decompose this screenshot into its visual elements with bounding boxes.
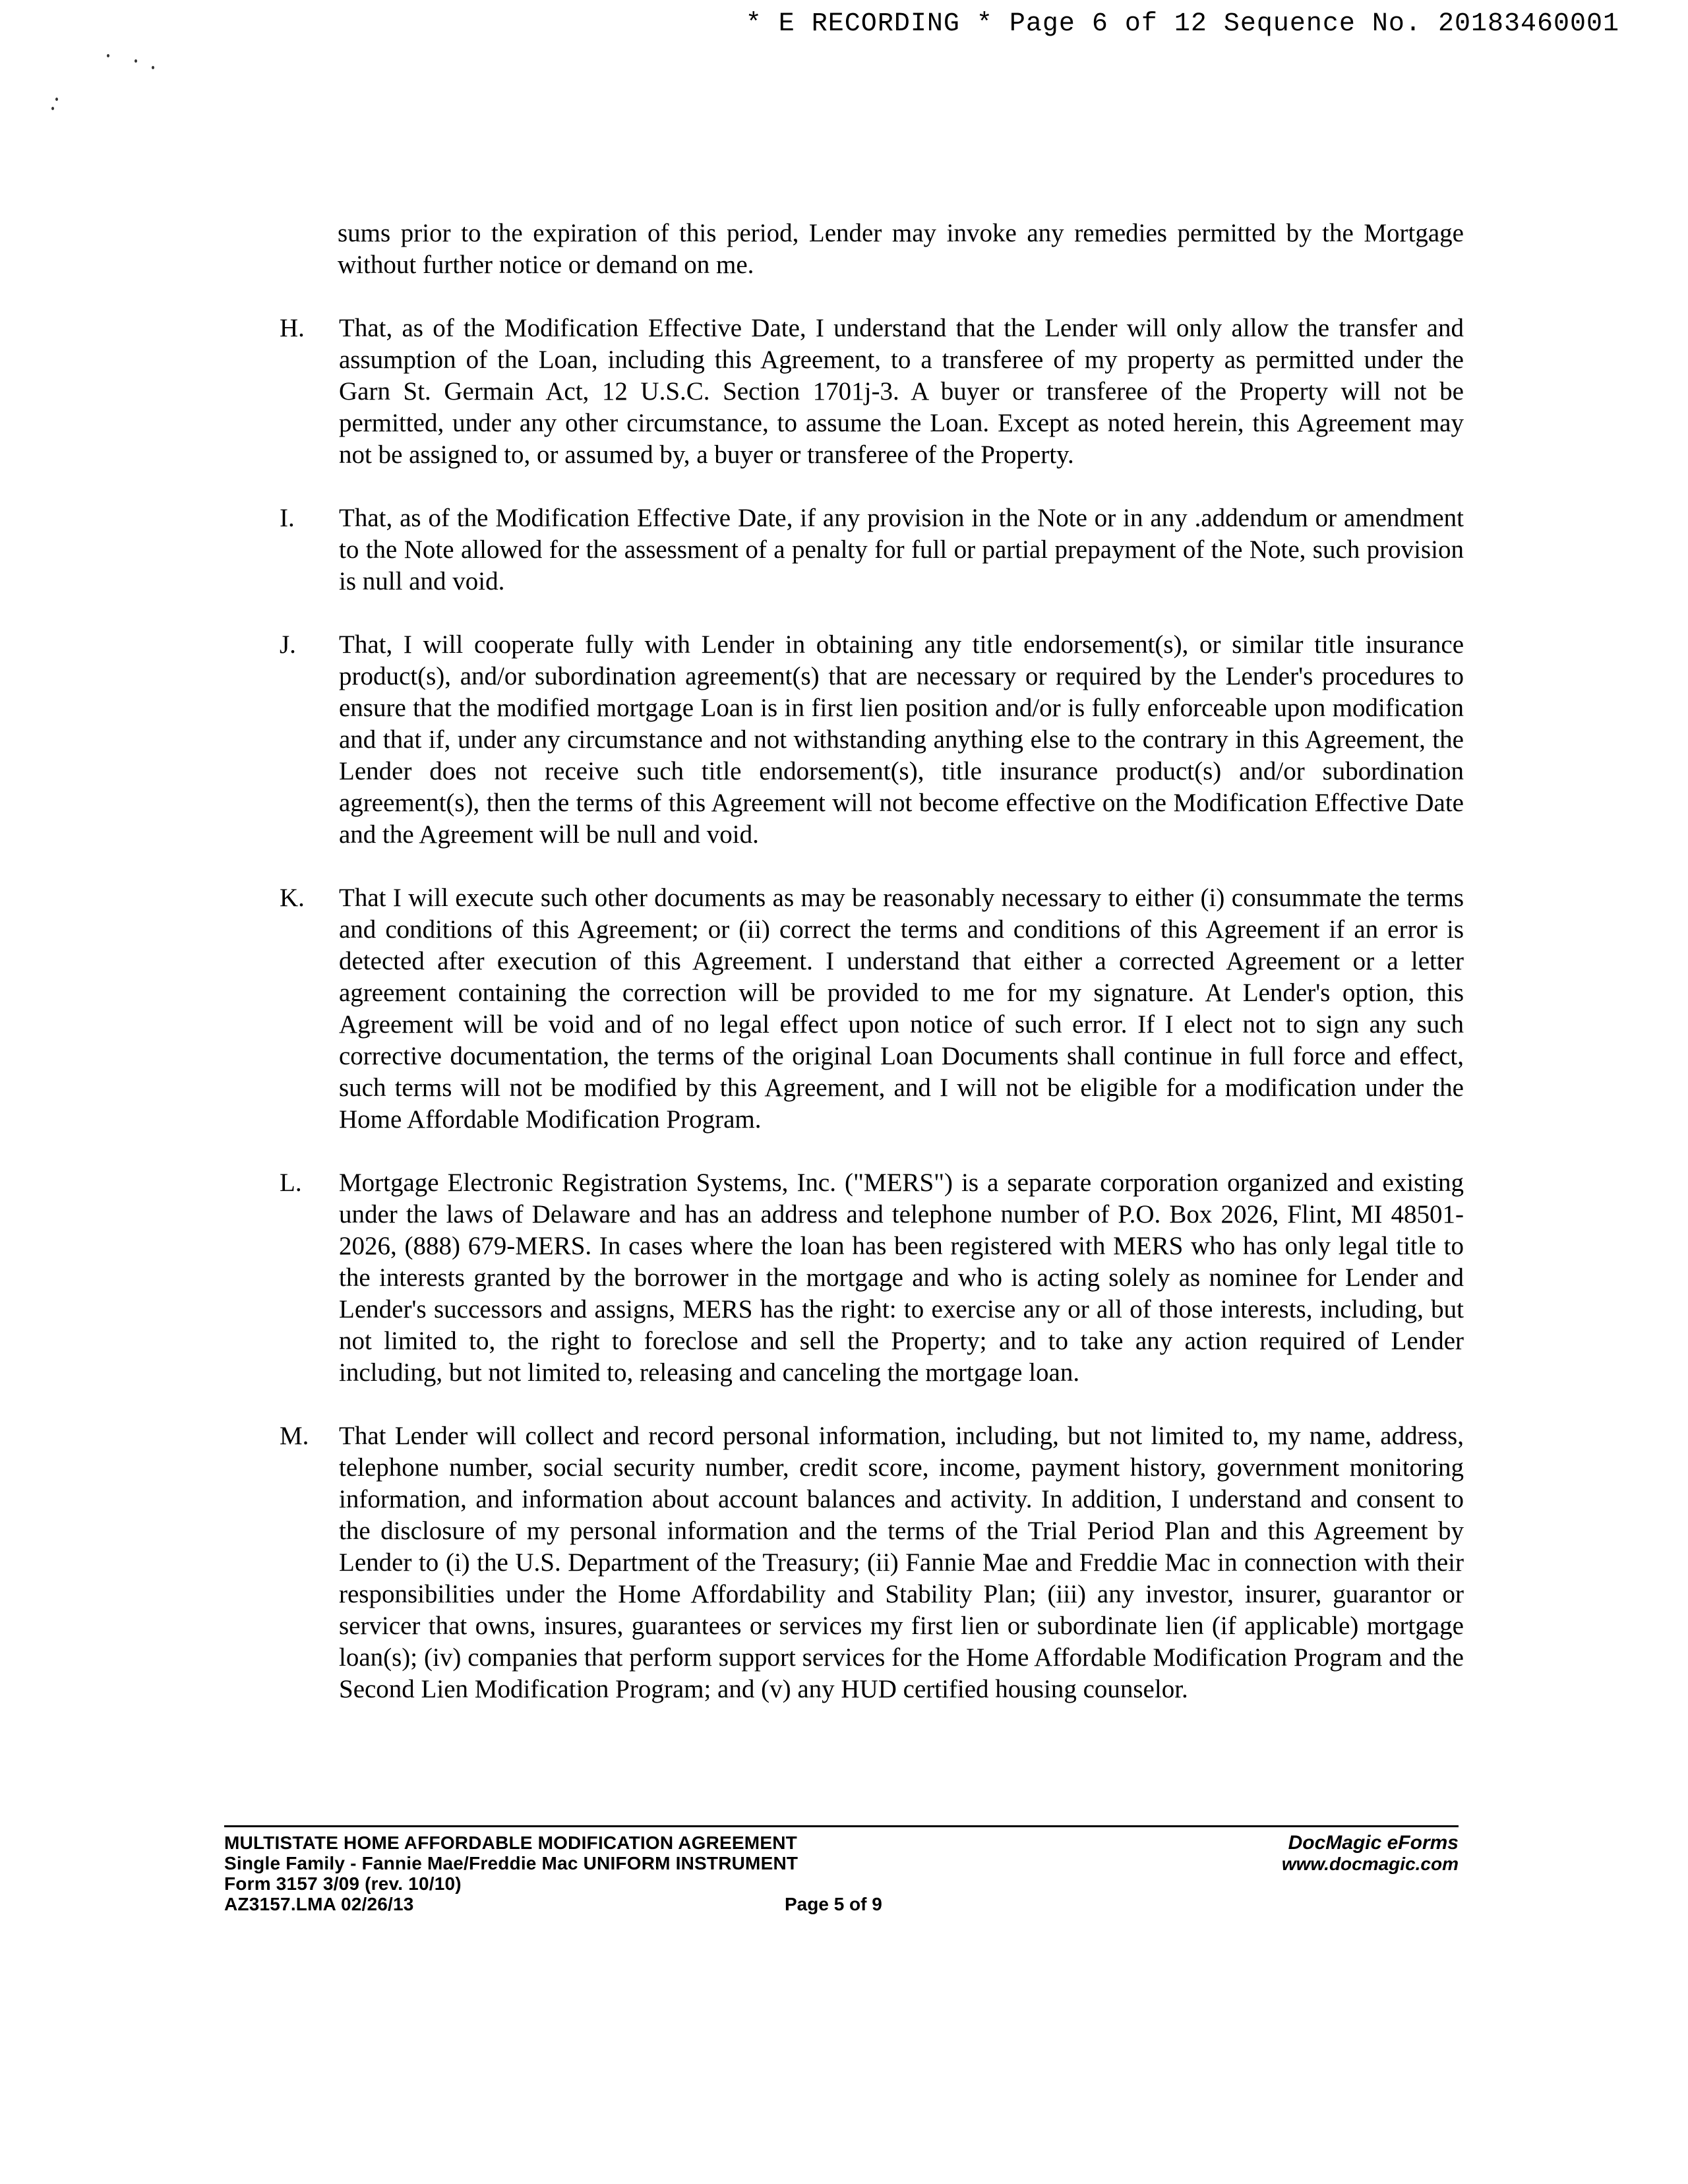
document-body [277,218,1464,1705]
form-instrument: Single Family - Fannie Mae/Freddie Mac UNIFORM INSTRUMENT [224,1853,799,1873]
clause-l [277,1167,1464,1389]
form-code: AZ3157.LMA 02/26/13 [224,1894,414,1914]
clause-text: That Lender will collect and record personal information, including, but not limited to, my name, address, telephone number, social security number, credit score, income, payment history, government monitoring information, and information about account balances and activity. In addition, I understand and consent to the disclosure of my personal information and the terms of the Trial Period Plan and this Agreement by Lender to (i) the U.S. Department of the Treasury; (ii) Fannie Mae and Freddie Mac in connection with their responsibilities under the Home Affordability and Stability Plan; (iii) any investor, insurer, guarantor or servicer that owns, insures, guarantees or services my first lien or subordinate lien (if applicable) mortgage loan(s); (iv) companies that perform support services for the Home Affordable Modification Program and the Second Lien Modification Program; and (v) any HUD certified housing counselor. [339,1422,1464,1703]
page-footer [224,1825,1459,1939]
scan-speck [55,98,58,101]
clause-text: That, I will cooperate fully with Lender in obtaining any title endorsement(s), or similar title insurance product(s), and/or subordination agreement(s) that are necessary or required by the Lender's procedures to ensure that the modified mortgage Loan is in first lien position and/or is fully enforceable upon modification and that if, under any circumstance and not withstanding anything else to the contrary in this Agreement, the Lender does not receive such title endorsement(s), title insurance product(s) and/or subordination agreement(s), then the terms of this Agreement will not become effective on the Modification Effective Date and the Agreement will be null and void. [339,630,1464,849]
clause-k [277,882,1464,1136]
scan-speck [135,59,137,63]
clause-text: That, as of the Modification Effective Date, I understand that the Lender will only allow the transfer and assumption of the Loan, including this Agreement, to a transferee of my property as permitted under the Garn St. Germain Act, 12 U.S.C. Section 1701j-3. A buyer or transferee of the Property will not be permitted, under any other circumstance, to assume the Loan. Except as noted herein, this Agreement may not be assigned to, or assumed by, a buyer or transferee of the Property. [339,314,1464,469]
footer-row [224,1827,1459,1939]
scan-speck [51,107,54,110]
clause-label: L. [280,1168,302,1197]
clause-text: That, as of the Modification Effective Date, if any provision in the Note or in any .addendum or amendment to the Note allowed for the assessment of a penalty for full or partial prepayment of the Note, such provision is null and void. [339,504,1464,595]
form-identification [224,1833,798,1914]
clause-text: Mortgage Electronic Registration Systems, Inc. ("MERS") is a separate corporation organized and existing under the laws of Delaware and has an address and telephone number of P.O. Box 2026, Flint, MI 48501-2026, (888) 679-MERS. In cases where the loan has been registered with MERS who has only legal title to the interests granted by the borrower in the mortgage and who is acting solely as nominee for Lender and Lender's successors and assigns, MERS has the right: to exercise any or all of those interests, including, but not limited to, the right to foreclose and sell the Property; and to take any action required of Lender including, but not limited to, releasing and canceling the mortgage loan. [339,1168,1464,1387]
scan-speck [152,66,154,69]
clause-label: I. [280,504,295,532]
scan-speck [107,54,109,57]
clause-text: That I will execute such other documents as may be reasonably necessary to either (i) consummate the terms and conditions of this Agreement; or (ii) correct the terms and conditions of this Agreement if an error is detected after execution of this Agreement. I understand that either a corrected Agreement or a letter agreement containing the correction will be provided to me for my signature. At Lender's option, this Agreement will be void and of no legal effect upon notice of such error. If I elect not to sign any such corrective documentation, the terms of the original Loan Documents shall continue in full force and effect, such terms will not be modified by this Agreement, and I will not be eligible for a modification under the Home Affordable Modification Program. [339,884,1464,1134]
clause-label: K. [280,884,305,912]
clause-label: M. [280,1422,309,1450]
clause-h [277,313,1464,471]
docmagic-brand [1282,1833,1459,1875]
form-title: MULTISTATE HOME AFFORDABLE MODIFICATION AGREEMENT [224,1833,797,1853]
recording-header-stamp: * E RECORDING * Page 6 of 12 Sequence No. 20183460001 [745,9,1619,39]
scan-specks [46,53,165,125]
clause-j [277,629,1464,851]
continued-paragraph [277,218,1464,281]
docmagic-url: www.docmagic.com [1281,1854,1459,1874]
docmagic-logo: DocMagic eForms [1288,1832,1459,1854]
clause-i [277,502,1464,597]
form-number: Form 3157 3/09 (rev. 10/10) [224,1873,462,1894]
clause-label: H. [280,314,305,342]
clause-label: J. [280,630,296,659]
page-number: Page 5 of 9 [785,1894,882,1914]
continued-paragraph-text: sums prior to the expiration of this period, Lender may invoke any remedies permitted by the Mortgage without further notice or demand on me. [338,219,1464,279]
clause-m [277,1420,1464,1705]
